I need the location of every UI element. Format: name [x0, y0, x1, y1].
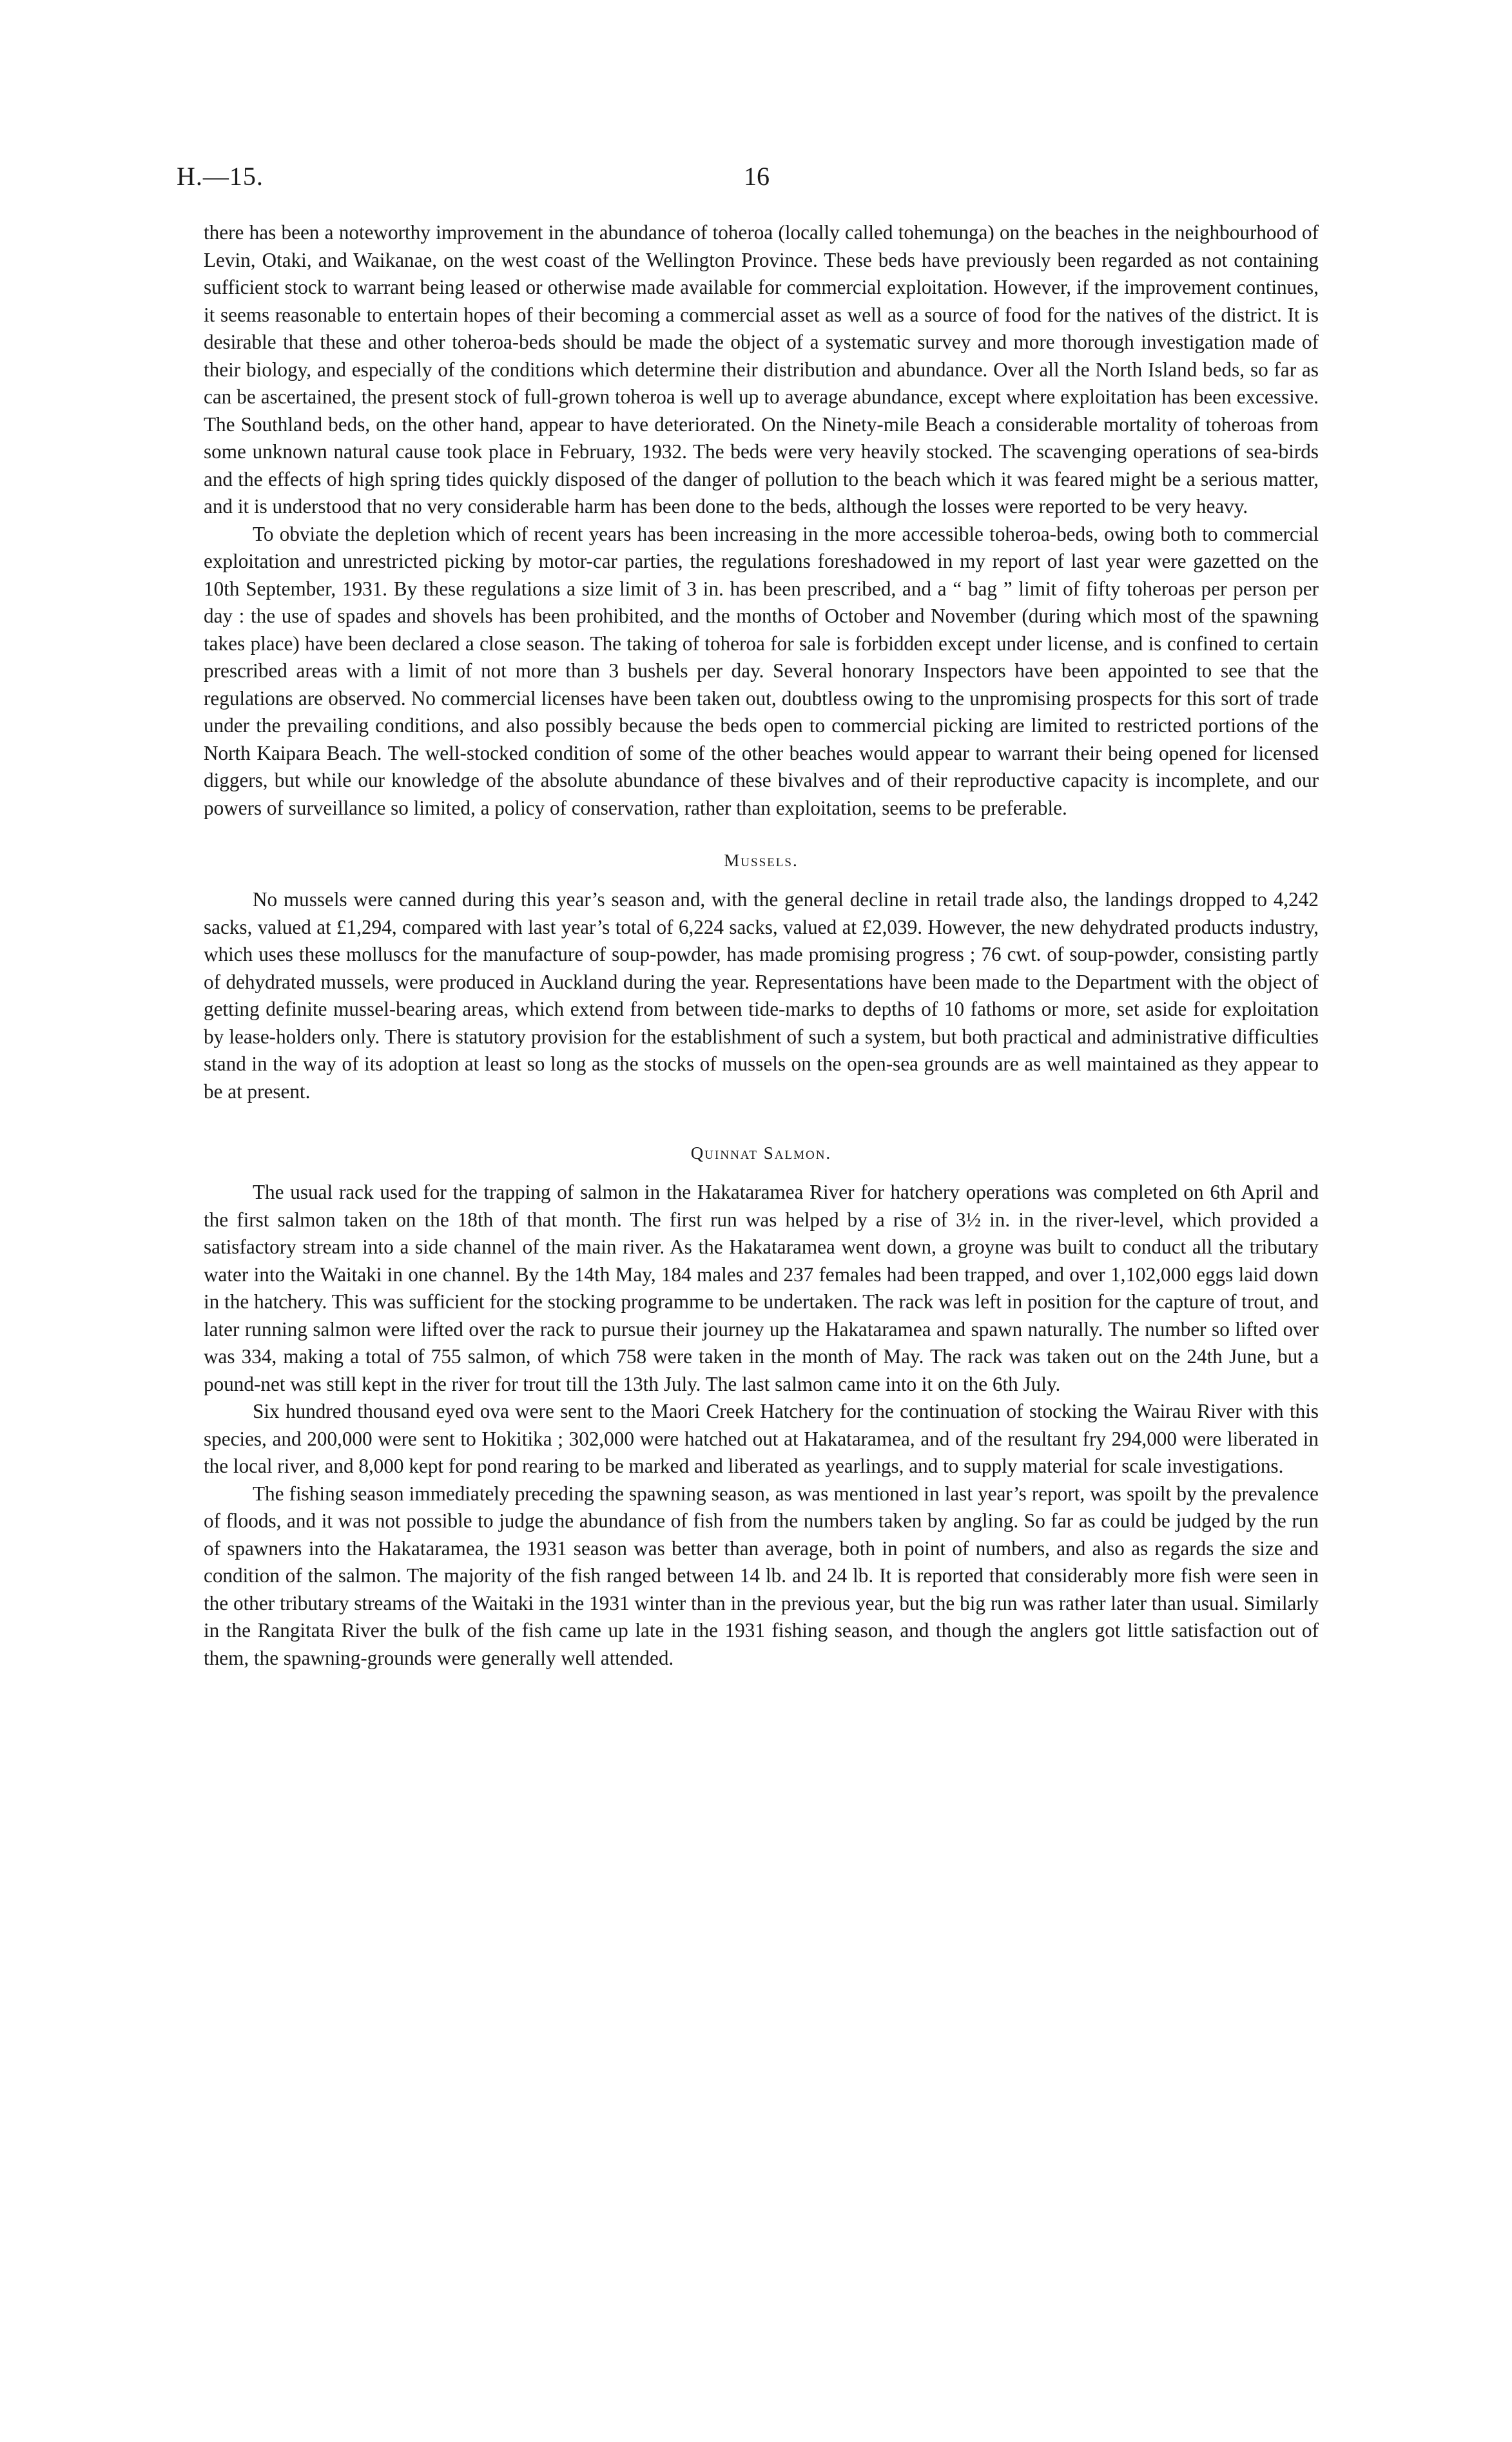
quinnat-salmon-heading: Quinnat Salmon. [690, 1143, 832, 1163]
salmon-paragraph-1: The usual rack used for the trapping of salmon in the Hakataramea River for hatchery operations was completed on 6th April and the first salmon taken on the 18th of that month. The first run was helped by a rise of 3½ in. in the river-level, which provided a satisfactory stream into a side channel of the main river. As the Hakataramea went down, a groyne was built to conduct all the tributary water into the Waitaki in one channel. By the 14th May, 184 males and 237 females had been trapped, and over 1,102,000 eggs laid down in the hatchery. This was sufficient for the stocking programme to be undertaken. The rack was left in position for the capture of trout, and later running salmon were lifted over the rack to pursue their journey up the Hakataramea and spawn naturally. The number so lifted over was 334, making a total of 755 salmon, of which 758 were taken in the month of May. The rack was taken out on the 24th June, but a pound-net was still kept in the river for trout till the 13th July. The last salmon came into it on the 6th July. [204, 1181, 1319, 1395]
report-reference: H.—15. [177, 162, 264, 191]
toheroa-paragraph-2: To obviate the depletion which of recent years has been increasing in the more accessible toheroa-beds, owing both to commercial exploitation and unrestricted picking by motor-car parties, the regulations foreshadowed in my report of last year were gazetted on the 10th September, 1931. By these regulations a size limit of 3 in. has been prescribed, and a “ bag ” limit of fifty toheroas per person per day : the use of spades and shovels has been prohibited, and the months of October and November (during which most of the spawning takes place) have been declared a close season. The taking of toheroa for sale is forbidden except under license, and is confined to certain prescribed areas with a limit of not more than 3 bushels per day. Several honorary Inspectors have been appointed to see that the regulations are observed. No commercial licenses have been taken out, doubtless owing to the unpromising prospects for this sort of trade under the prevailing conditions, and also possibly because the beds open to commercial picking are limited to restricted portions of the North Kaipara Beach. The well-stocked condition of some of the other beaches would appear to warrant their being opened for licensed diggers, but while our knowledge of the absolute abundance of these bivalves and of their reproductive capacity is incomplete, and our powers of surveillance so limited, a policy of conservation, rather than exploitation, seems to be preferable. [204, 522, 1319, 819]
mussels-paragraph: No mussels were canned during this year’s season and, with the general decline in retail trade also, the landings dropped to 4,242 sacks, valued at £1,294, compared with last year’s total of 6,224 sacks, valued at £2,039. However, the new dehydrated products industry, which uses these molluscs for the manufacture of soup-powder, has made promising progress ; 76 cwt. of soup-powder, consisting partly of dehydrated mussels, were produced in Auckland during the year. Representations have been made to the Department with the object of getting definite mussel-bearing areas, which extend from between tide-marks to depths of 10 fathoms or more, set aside for exploitation by lease-holders only. There is statutory provision for the establishment of such a system, but both practical and administrative difficulties stand in the way of its adoption at least so long as the stocks of mussels on the open-sea grounds are as well maintained as they appear to be at present. [204, 888, 1319, 1103]
salmon-paragraph-3: The fishing season immediately preceding the spawning season, as was mentioned in last year’s report, was spoilt by the prevalence of floods, and it was not possible to judge the abundance of fish from the numbers taken by angling. So far as could be judged by the run of spawners into the Hakataramea, the 1931 season was better than average, both in point of numbers, and also as regards the size and condition of the salmon. The majority of the fish ranged between 14 lb. and 24 lb. It is reported that considerably more fish were seen in the other tributary streams of the Waitaki in the 1931 winter than in the previous year, but the big run was rather later than usual. Similarly in the Rangitata River the bulk of the fish came up late in the 1931 fishing season, and though the anglers got little satisfaction out of them, the spawning-grounds were generally well attended. [204, 1482, 1319, 1669]
salmon-paragraph-2: Six hundred thousand eyed ova were sent to the Maori Creek Hatchery for the continuation of stocking the Wairau River with this species, and 200,000 were sent to Hokitika ; 302,000 were hatched out at Hakataramea, and of the resultant fry 294,000 were liberated in the local river, and 8,000 kept for pond rearing to be marked and liberated as yearlings, and to supply material for scale investigations. [204, 1400, 1319, 1477]
body-text [204, 219, 1319, 1672]
mussels-heading: Mussels. [724, 851, 799, 870]
toheroa-paragraph-1: there has been a noteworthy improvement in the abundance of toheroa (locally called tohemunga) on the beaches in the neighbourhood of Levin, Otaki, and Waikanae, on the west coast of the Wellington Province. These beds have previously been regarded as not containing sufficient stock to warrant being leased or otherwise made available for commercial exploitation. However, if the improvement continues, it seems reasonable to entertain hopes of their becoming a commercial asset as well as a source of food for the natives of the district. It is desirable that these and other toheroa-beds should be made the object of a systematic survey and more thorough investigation made of their biology, and especially of the conditions which determine their distribution and abundance. Over all the North Island beds, so far as can be ascertained, the present stock of full-grown toheroa is well up to average abundance, except where exploitation has been excessive. The Southland beds, on the other hand, appear to have deteriorated. On the Ninety-mile Beach a considerable mortality of toheroas from some unknown natural cause took place in February, 1932. The beds were very heavily stocked. The scavenging operations of sea-birds and the effects of high spring tides quickly disposed of the danger of pollution to the beach which it was feared might be a serious matter, and it is understood that no very considerable harm has been done to the beds, although the losses were reported to be very heavy. [204, 221, 1319, 518]
page-number: 16 [744, 162, 770, 191]
